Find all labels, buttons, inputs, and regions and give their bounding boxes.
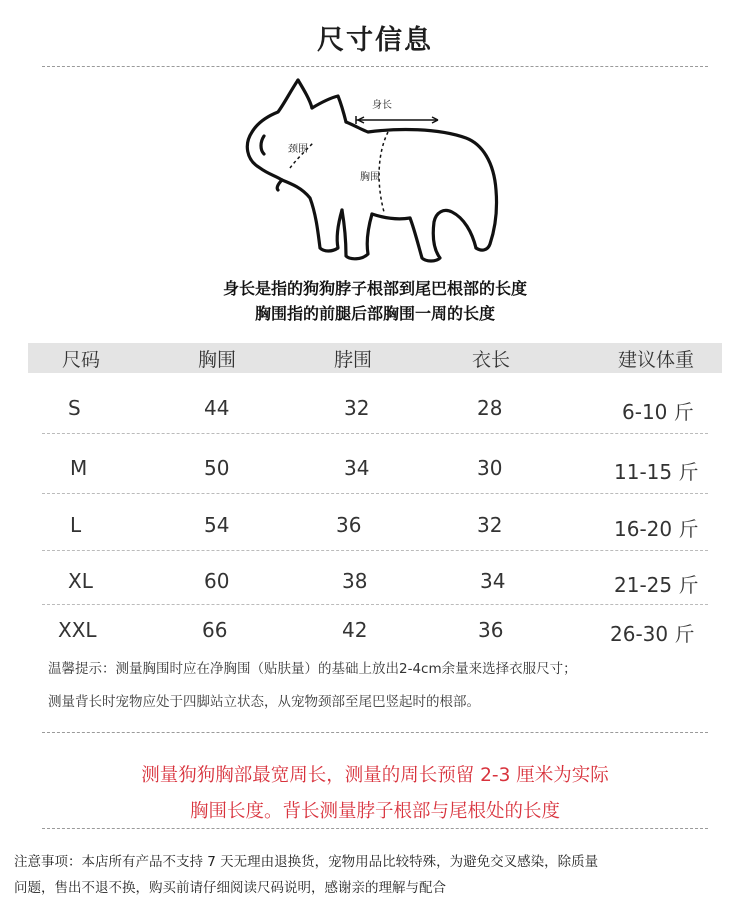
- section-divider: [42, 732, 708, 733]
- neck-cell: 36: [336, 513, 362, 537]
- page-title: 尺寸信息: [317, 25, 433, 56]
- red-notice-line-2: 胸围长度。背长测量脖子根部与尾根处的长度: [189, 801, 560, 822]
- header-weight: 建议体重: [618, 349, 695, 371]
- chest-cell: 54: [204, 513, 230, 537]
- weight-cell: 21-25 斤: [614, 573, 699, 597]
- tip-line-1: 温馨提示：测量胸围时应在净胸围（贴肤量）的基础上放出2-4cm余量来选择衣服尺寸；: [48, 661, 577, 677]
- tip-line-2: 测量背长时宠物应处于四脚站立状态，从宠物颈部至尾巴竖起时的根部。: [48, 694, 480, 710]
- chest-cell: 50: [204, 456, 230, 480]
- neck-cell: 38: [342, 569, 368, 593]
- length-cell: 36: [478, 618, 504, 642]
- size-cell: S: [68, 396, 81, 420]
- neck-label: 颈围: [288, 144, 308, 155]
- row-divider: [42, 550, 708, 551]
- chest-cell: 60: [204, 569, 230, 593]
- length-cell: 30: [477, 456, 503, 480]
- size-cell: M: [70, 456, 88, 480]
- footer-line-2: 问题，售出不退不换，购买前请仔细阅读尺码说明，感谢亲的理解与配合: [14, 880, 446, 896]
- neck-cell: 32: [344, 396, 370, 420]
- header-neck: 脖围: [334, 349, 373, 371]
- length-cell: 34: [480, 569, 506, 593]
- neck-cell: 42: [342, 618, 368, 642]
- chest-cell: 44: [204, 396, 230, 420]
- weight-cell: 11-15 斤: [614, 460, 699, 484]
- header-length: 衣长: [472, 349, 511, 371]
- description-line-1: 身长是指的狗狗脖子根部到尾巴根部的长度: [222, 279, 527, 298]
- weight-cell: 6-10 斤: [622, 400, 694, 424]
- size-cell: XXL: [58, 618, 97, 642]
- length-cell: 28: [477, 396, 503, 420]
- neck-cell: 34: [344, 456, 370, 480]
- size-cell: L: [70, 513, 82, 537]
- header-chest: 胸围: [198, 349, 237, 371]
- size-cell: XL: [68, 569, 93, 593]
- length-cell: 32: [477, 513, 503, 537]
- row-divider: [42, 433, 708, 434]
- row-divider: [42, 604, 708, 605]
- red-notice-line-1: 测量狗狗胸部最宽周长，测量的周长预留 2-3 厘米为实际: [141, 765, 609, 786]
- chest-label: 胸围: [360, 172, 380, 183]
- title-divider: [42, 66, 708, 67]
- row-divider: [42, 493, 708, 494]
- dog-measurement-diagram: [238, 72, 508, 272]
- weight-cell: 16-20 斤: [614, 517, 699, 541]
- chest-cell: 66: [202, 618, 228, 642]
- footer-divider: [42, 828, 708, 829]
- description-line-2: 胸围指的前腿后部胸围一周的长度: [254, 304, 495, 323]
- weight-cell: 26-30 斤: [610, 622, 695, 646]
- header-size: 尺码: [62, 349, 101, 371]
- length-label: 身长: [372, 100, 392, 111]
- footer-line-1: 注意事项：本店所有产品不支持 7 天无理由退换货，宠物用品比较特殊，为避免交叉感染，除质量: [14, 854, 599, 870]
